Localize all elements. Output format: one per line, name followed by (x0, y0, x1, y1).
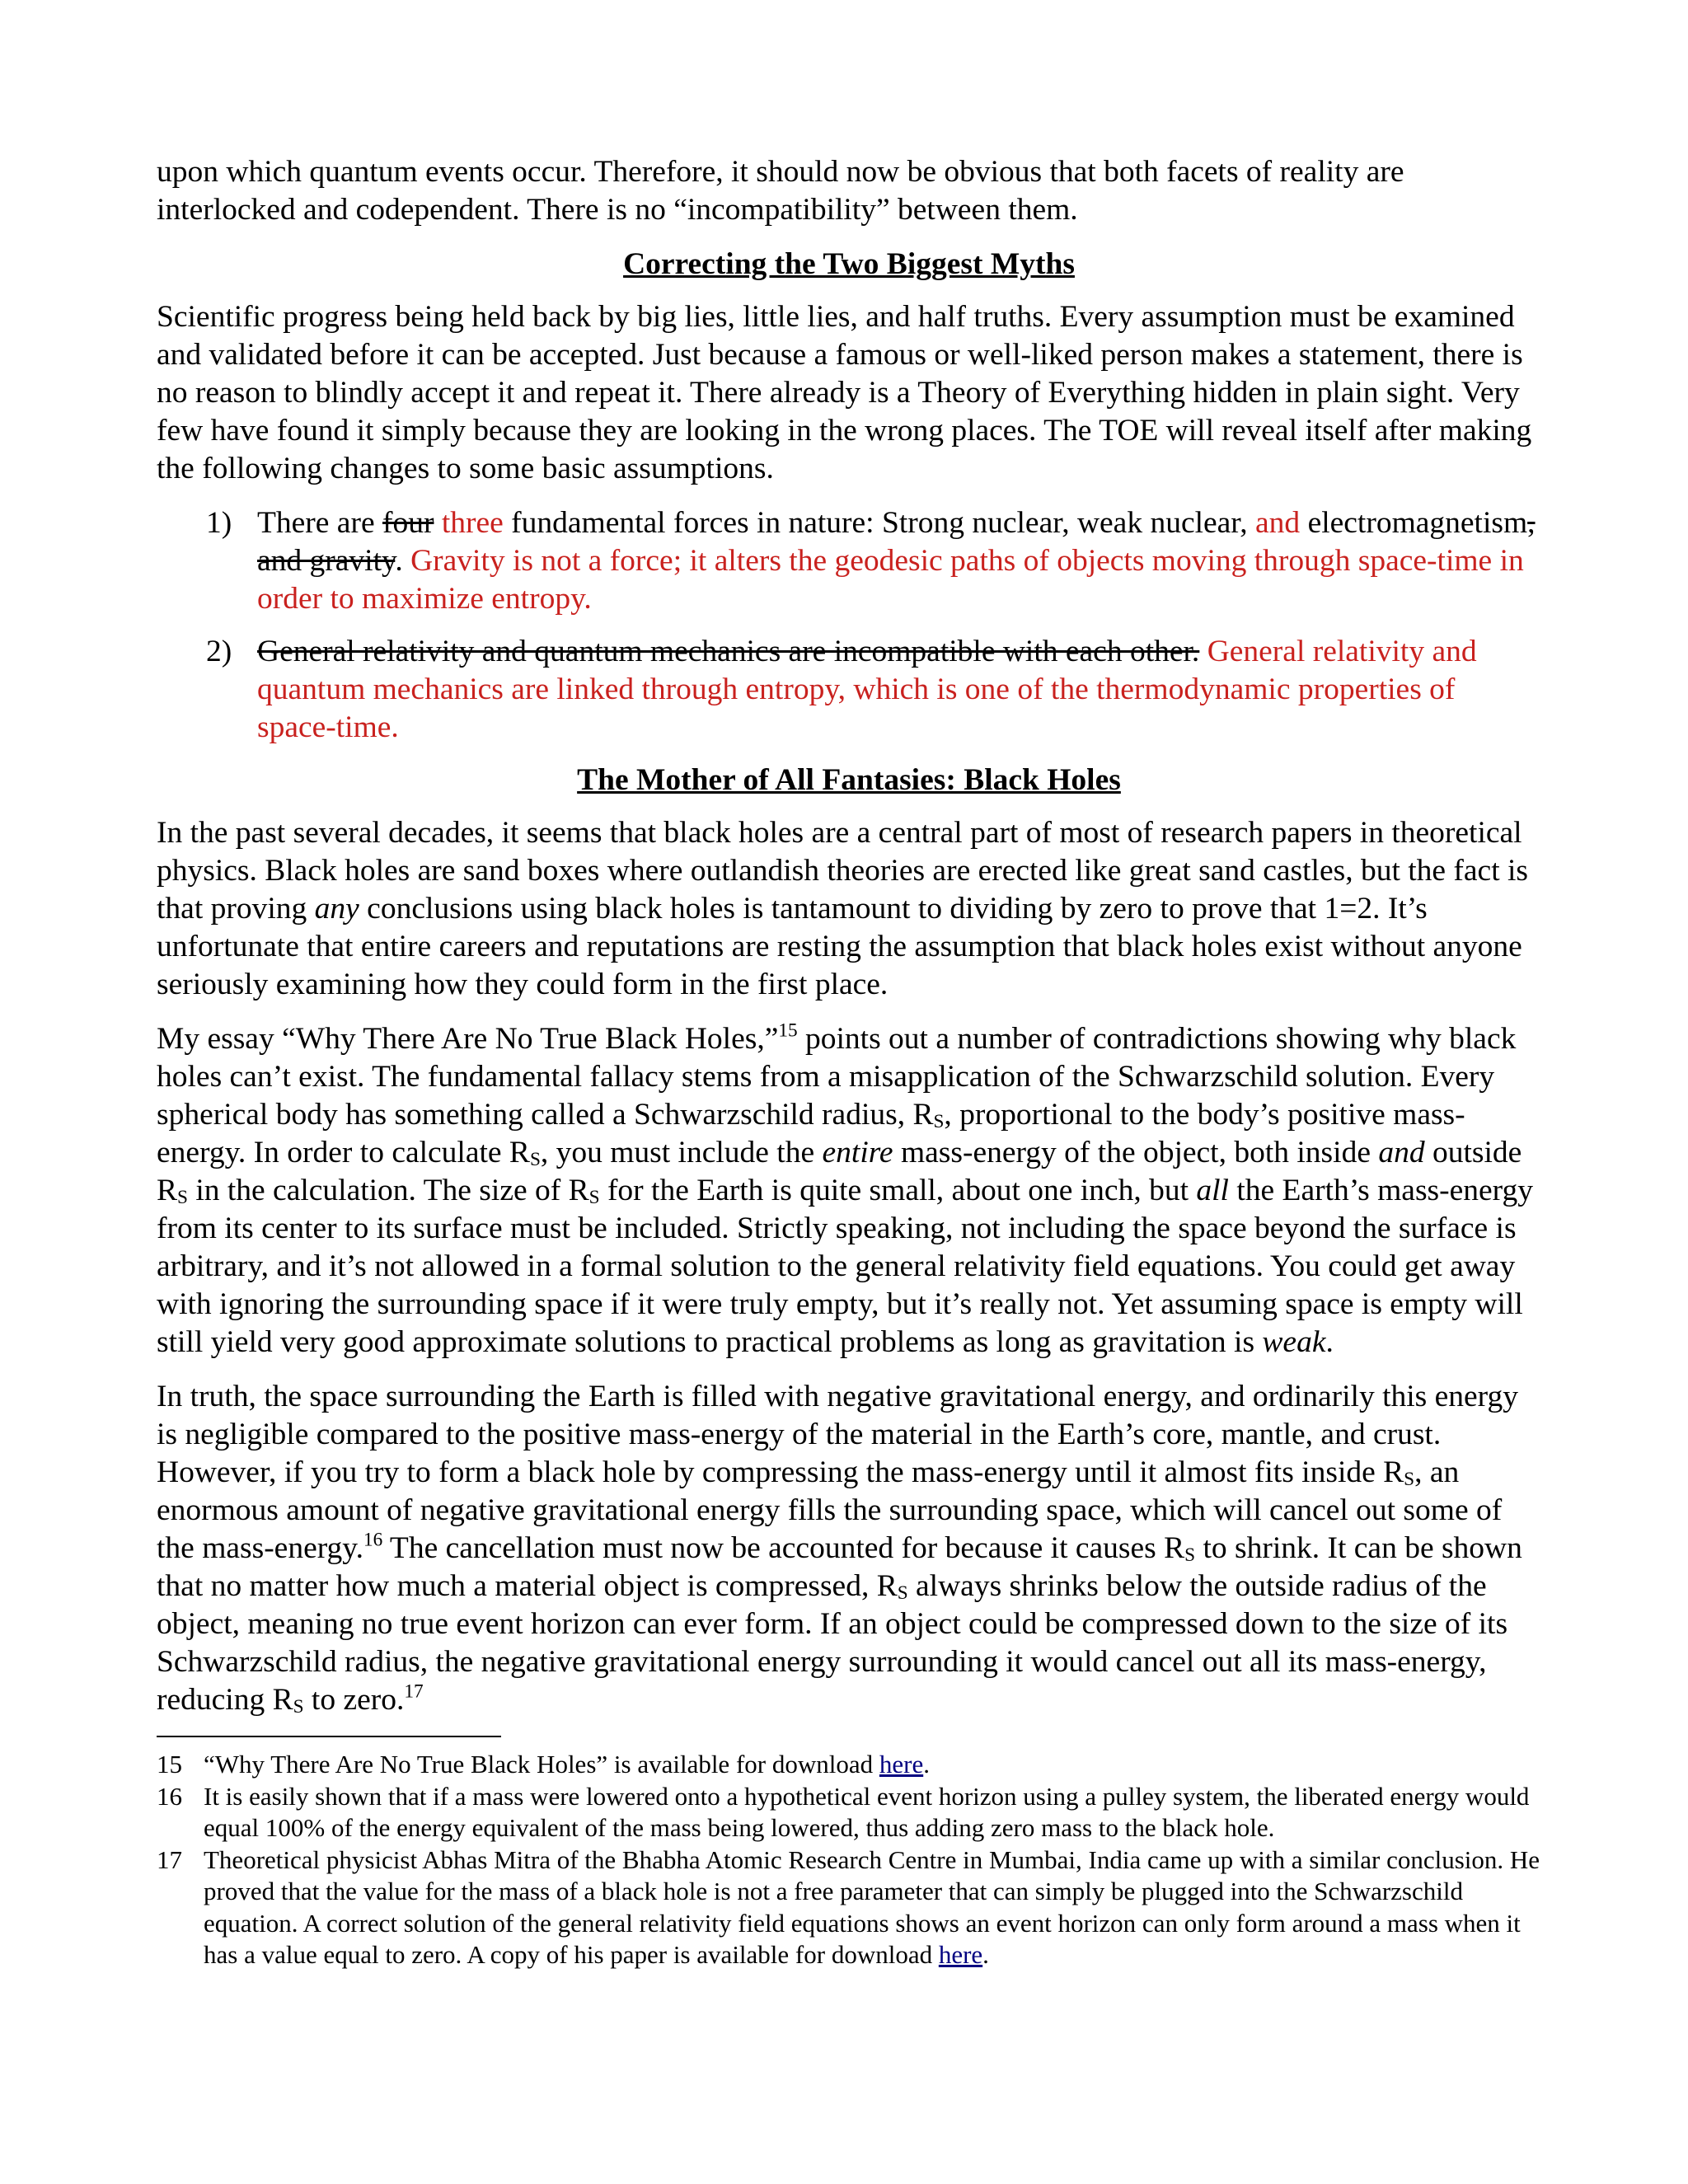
text-run: points out a number of contradictions showing why black holes can’t exist. The fundamental fallacy stems from a misapplication of the Schwarzschild solution. Every spherical body has something called a Schwarzschild radius, (157, 1022, 1517, 1132)
footnote-separator (157, 1736, 501, 1737)
text-run: the Earth’s mass-energy from its center to its surface must be included. Strictly speaking, not including the space beyond the surface is arbitrary, and it’s not allowed in a formal solution to the general relativity field equations. You could get away with ignoring the surrounding space if it were truly empty, but it’s really not. Yet assuming space is empty will still yield very good approximate solutions to practical problems as long as gravitation is (157, 1174, 1533, 1359)
struck-text: , and gravity (257, 506, 1536, 578)
text-run: There are (257, 506, 382, 540)
footnote-text: Theoretical physicist Abhas Mitra of the Bhabha Atomic Research Centre in Mumbai, India came up with a similar conclusion. He proved that the value for the mass of a black hole is not a free parameter that can simply be plugged into the Schwarzschild equation. A correct solution of the general relativity field equations shows an event horizon can only form around a mass when it has a value equal to zero. A copy of his paper is available for download (204, 1844, 1540, 1969)
footnote-text: It is easily shown that if a mass were lowered onto a hypothetical event horizon using a pulley system, the liberated energy would equal 100% of the energy equivalent of the mass being lowered, thus adding zero mass to the black hole. (204, 1781, 1530, 1842)
body-paragraph (157, 1378, 1541, 1719)
text-run: electromagnetism (1300, 506, 1528, 540)
radius-symbol: R (509, 1136, 530, 1169)
subscript-s: S (293, 1696, 304, 1718)
list-number: 1) (206, 506, 232, 540)
document-page (157, 153, 1541, 1971)
inserted-text: General relativity and quantum mechanics are linked through entropy, which is one of the thermodynamic properties of space-time. (257, 635, 1477, 744)
text-run: My essay “Why There Are No True Black Holes,” (157, 1022, 779, 1056)
emphasis: any (314, 892, 359, 926)
text-run: outside (1424, 1136, 1522, 1169)
myths-list (157, 504, 1541, 747)
text-run: In the past several decades, it seems that black holes are a central part of most of research papers in theoretical physics. Black holes are sand boxes where outlandish theories are erected like great sand castles, but the fact is that proving (157, 816, 1529, 926)
download-link[interactable]: here (879, 1750, 924, 1779)
inserted-text: three (434, 506, 504, 540)
list-item (157, 633, 1541, 747)
text-run: , you must include the (540, 1136, 823, 1169)
text-run: The cancellation must now be accounted for because it causes (382, 1531, 1165, 1565)
text-run: . (395, 544, 411, 578)
radius-symbol: R (1383, 1455, 1404, 1489)
download-link[interactable]: here (938, 1940, 983, 1969)
footnote-ref[interactable]: 16 (363, 1529, 383, 1551)
inserted-text: Gravity is not a force; it alters the geodesic paths of objects moving through space-time in order to maximize entropy. (257, 544, 1524, 616)
emphasis: and (1378, 1136, 1425, 1169)
radius-symbol: R (912, 1098, 934, 1132)
footnote-text: . (923, 1750, 930, 1779)
emphasis: entire (822, 1136, 893, 1169)
subscript-s: S (1404, 1469, 1415, 1491)
radius-symbol: R (876, 1569, 898, 1603)
emphasis: all (1196, 1174, 1229, 1207)
text-run: for the Earth is quite small, about one inch, but (599, 1174, 1197, 1207)
text-run: , an enormous amount of negative gravitational energy fills the surrounding space, which will cancel out some of the mass-energy. (157, 1455, 1503, 1565)
struck-text: General relativity and quantum mechanics are incompatible with each other. (257, 635, 1200, 668)
text-run: mass-energy of the object, both inside (893, 1136, 1379, 1169)
list-item (157, 504, 1541, 618)
text-run: to shrink. It can be shown that no matter how much a material object is compressed, (157, 1531, 1522, 1603)
section-heading-myths: Correcting the Two Biggest Myths (623, 247, 1075, 281)
subscript-s: S (1184, 1544, 1196, 1567)
text-run: . (1325, 1325, 1334, 1359)
body-paragraph (157, 814, 1541, 1004)
subscript-s: S (588, 1187, 600, 1209)
continuation-paragraph: upon which quantum events occur. Therefore, it should now be obvious that both facets of reality are interlocked and codependent. There is no “incompatibility” between them. (157, 155, 1404, 227)
text-run: In truth, the space surrounding the Earth is filled with negative gravitational energy, and ordinarily this energy is negligible compared to the positive mass-energy of the material in the Earth’s core, mantle, and crust. However, if you try to form a black hole by compressing the mass-energy until it almost fits inside (157, 1380, 1518, 1489)
radius-symbol: R (1164, 1531, 1185, 1565)
section-heading-black-holes: The Mother of All Fantasies: Black Holes (577, 763, 1121, 797)
radius-symbol: R (272, 1683, 293, 1717)
body-paragraph (157, 1020, 1541, 1361)
list-number: 2) (206, 635, 232, 668)
footnote-text: “Why There Are No True Black Holes” is available for download (204, 1750, 879, 1779)
footnote-15 (157, 1749, 1541, 1781)
text-run: conclusions using black holes is tantamount to dividing by zero to prove that 1=2. It’s unfortunate that entire careers and reputations are resting the assumption that black holes exist without anyone seriously examining how they could form in the first place. (157, 892, 1522, 1001)
footnote-number: 15 (157, 1750, 182, 1779)
inserted-text: and (1255, 506, 1301, 540)
footnote-17 (157, 1844, 1541, 1971)
footnote-number: 17 (157, 1844, 182, 1874)
footnotes (157, 1749, 1541, 1971)
text-run: , proportional to the body’s positive mass-energy. In order to calculate (157, 1098, 1465, 1169)
subscript-s: S (177, 1187, 188, 1209)
text-run: always shrinks below the outside radius of the object, meaning no true event horizon can ever form. If an object could be compressed down to the size of its Schwarzschild radius, the negative gravitational energy surrounding it would cancel out all its mass-energy, reducing (157, 1569, 1508, 1717)
struck-text: four (382, 506, 434, 540)
text-run: fundamental forces in nature: Strong nuclear, weak nuclear, (503, 506, 1256, 540)
footnote-ref[interactable]: 15 (778, 1019, 798, 1042)
radius-symbol: R (157, 1174, 178, 1207)
text-run: in the calculation. The size of (187, 1174, 569, 1207)
subscript-s: S (933, 1111, 945, 1133)
subscript-s: S (897, 1582, 908, 1605)
emphasis: weak (1262, 1325, 1326, 1359)
footnote-number: 16 (157, 1781, 182, 1811)
subscript-s: S (529, 1149, 541, 1171)
text-run: to zero. (303, 1683, 405, 1717)
footnote-text: . (982, 1940, 989, 1969)
footnote-ref[interactable]: 17 (404, 1680, 424, 1703)
intro-paragraph: Scientific progress being held back by big lies, little lies, and half truths. Every assumption must be examined and validated before it can be accepted. Just because a famous or well-liked person makes a statement, there is no reason to blindly accept it and repeat it. There already is a Theory of Everything hidden in plain sight. Very few have found it simply because they are looking in the wrong places. The TOE will reveal itself after making the following changes to some basic assumptions. (157, 300, 1532, 485)
footnote-16 (157, 1781, 1541, 1844)
radius-symbol: R (568, 1174, 589, 1207)
